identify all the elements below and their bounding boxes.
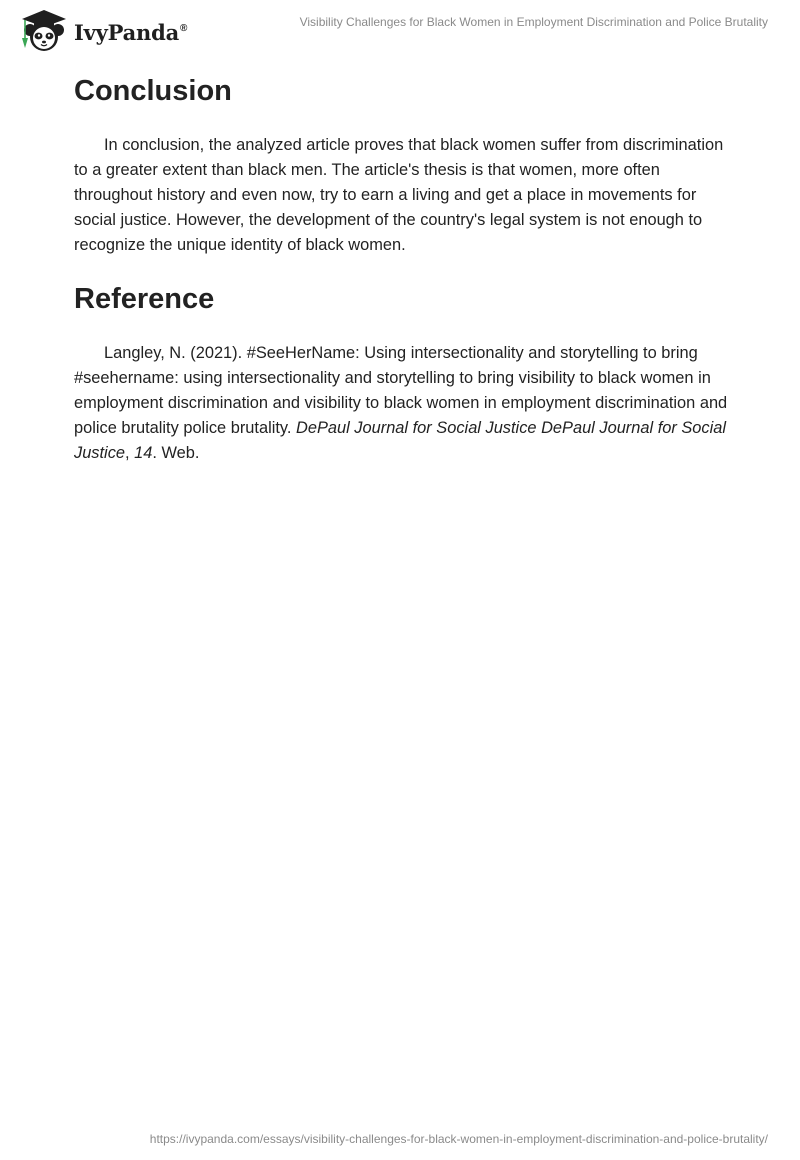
conclusion-heading: Conclusion (74, 75, 232, 107)
conclusion-paragraph: In conclusion, the analyzed article proves that black women suffer from discrimination to a greater extent than black men. The article's thesis is that women, more often throughout history and even now, try to earn a living and get a place in movements for social justice. However, the development of the country's legal system is not enough to recognize the unique identity of black women. (74, 136, 724, 254)
source-url[interactable]: https://ivypanda.com/essays/visibility-challenges-for-black-women-in-employment-discrimination-and-police-brutality/ (149, 1132, 768, 1146)
reference-citation (74, 341, 734, 466)
brand-name: IvyPanda® (74, 19, 188, 45)
panda-graduate-icon (16, 8, 72, 54)
citation-journal: DePaul Journal for Social Justice DePaul Journal for Social Justice (74, 419, 727, 462)
brand-logo[interactable] (16, 8, 187, 54)
citation-separator: , (125, 444, 135, 462)
citation-volume: 14 (134, 444, 153, 462)
citation-tail: . Web. (152, 444, 200, 462)
page-header (0, 0, 800, 60)
registered-mark: ® (180, 22, 188, 34)
citation-text: Langley, N. (2021). #SeeHerName: Using intersectionality and storytelling to bring #seehername: using intersectionality and storytelling to bring visibility to black women in employment discrimination and visibility to black women in employment discrimination and police brutality police brutality. (74, 344, 728, 437)
reference-heading: Reference (74, 283, 215, 315)
document-title: Visibility Challenges for Black Women in Employment Discrimination and Police Brutality (299, 15, 768, 29)
reference-section (74, 282, 734, 466)
conclusion-section (74, 74, 734, 258)
document-body (74, 74, 734, 466)
